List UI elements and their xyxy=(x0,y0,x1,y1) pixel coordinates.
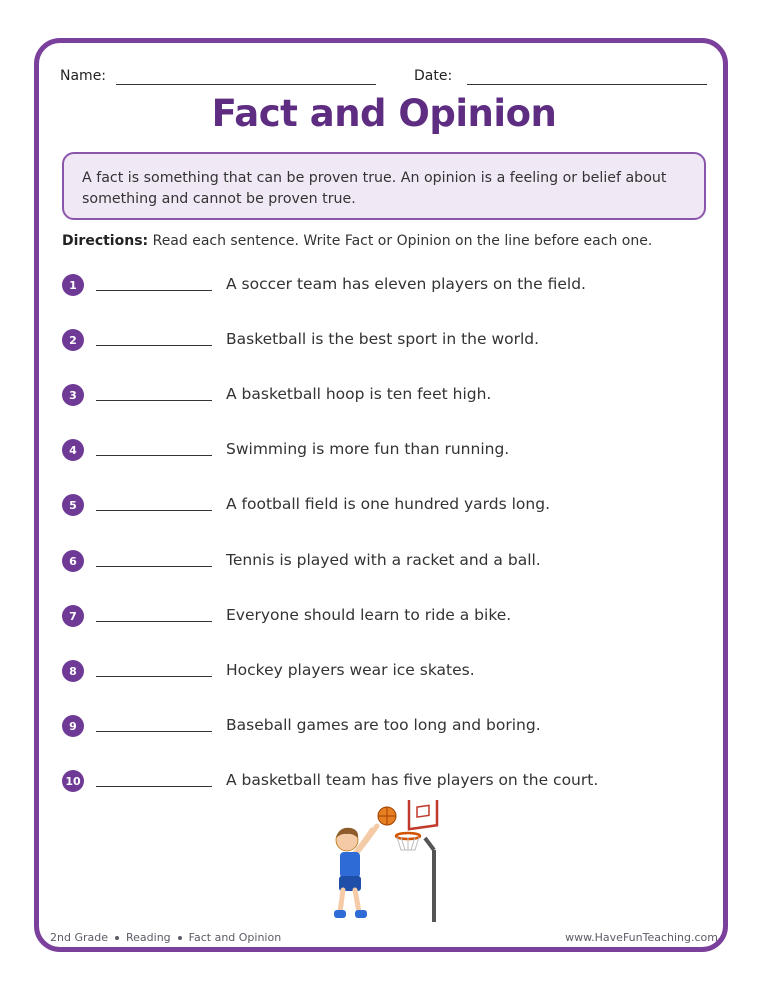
question-text: A basketball team has five players on the court. xyxy=(226,771,599,789)
question-text: A basketball hoop is ten feet high. xyxy=(226,385,492,403)
name-field-line[interactable] xyxy=(116,84,376,85)
answer-line[interactable] xyxy=(96,731,212,732)
date-label: Date: xyxy=(414,68,453,84)
backboard xyxy=(409,800,437,829)
question-item xyxy=(62,384,702,408)
question-text: Tennis is played with a racket and a ball. xyxy=(226,551,541,569)
footer-grade: 2nd Grade xyxy=(50,931,108,944)
question-item xyxy=(62,605,702,629)
footer-topic: Fact and Opinion xyxy=(188,931,282,944)
footer-breadcrumb xyxy=(50,931,281,944)
answer-line[interactable] xyxy=(96,676,212,677)
question-item xyxy=(62,550,702,574)
question-number-badge: 2 xyxy=(62,329,84,351)
player-figure xyxy=(334,826,377,918)
question-item xyxy=(62,439,702,463)
question-number-badge: 10 xyxy=(62,770,84,792)
directions-text: Read each sentence. Write Fact or Opinion on the line before each one. xyxy=(152,233,653,249)
question-item xyxy=(62,494,702,518)
question-item xyxy=(62,274,702,298)
question-item xyxy=(62,715,702,739)
question-text: A football field is one hundred yards long. xyxy=(226,495,550,513)
footer-subject: Reading xyxy=(126,931,171,944)
basketball-player-illustration xyxy=(325,800,445,925)
directions-label: Directions: xyxy=(62,233,149,249)
question-number-badge: 7 xyxy=(62,605,84,627)
question-item xyxy=(62,329,702,353)
answer-line[interactable] xyxy=(96,455,212,456)
basketball-icon xyxy=(378,807,396,825)
question-item xyxy=(62,660,702,684)
bullet-icon xyxy=(115,936,119,940)
hoop-pole xyxy=(432,850,436,922)
question-number-badge: 1 xyxy=(62,274,84,296)
answer-line[interactable] xyxy=(96,510,212,511)
question-text: Swimming is more fun than running. xyxy=(226,440,510,458)
question-number-badge: 5 xyxy=(62,494,84,516)
question-text: A soccer team has eleven players on the field. xyxy=(226,275,586,293)
answer-line[interactable] xyxy=(96,786,212,787)
date-field-line[interactable] xyxy=(467,84,707,85)
definition-text: A fact is something that can be proven true. An opinion is a feeling or belief about something and cannot be proven true. xyxy=(82,170,667,207)
answer-line[interactable] xyxy=(96,621,212,622)
question-number-badge: 6 xyxy=(62,550,84,572)
answer-line[interactable] xyxy=(96,400,212,401)
hoop-arm xyxy=(425,838,434,850)
question-item xyxy=(62,770,702,794)
definition-box xyxy=(62,152,706,220)
question-text: Basketball is the best sport in the world. xyxy=(226,330,540,348)
question-number-badge: 9 xyxy=(62,715,84,737)
answer-line[interactable] xyxy=(96,566,212,567)
question-number-badge: 3 xyxy=(62,384,84,406)
answer-line[interactable] xyxy=(96,290,212,291)
question-text: Baseball games are too long and boring. xyxy=(226,716,541,734)
answer-line[interactable] xyxy=(96,345,212,346)
directions xyxy=(62,233,652,249)
question-text: Hockey players wear ice skates. xyxy=(226,661,475,679)
name-label: Name: xyxy=(60,68,107,84)
page-title: Fact and Opinion xyxy=(211,92,557,135)
bullet-icon xyxy=(178,936,182,940)
footer-website[interactable]: www.HaveFunTeaching.com xyxy=(565,931,718,944)
question-number-badge: 4 xyxy=(62,439,84,461)
question-number-badge: 8 xyxy=(62,660,84,682)
question-text: Everyone should learn to ride a bike. xyxy=(226,606,512,624)
